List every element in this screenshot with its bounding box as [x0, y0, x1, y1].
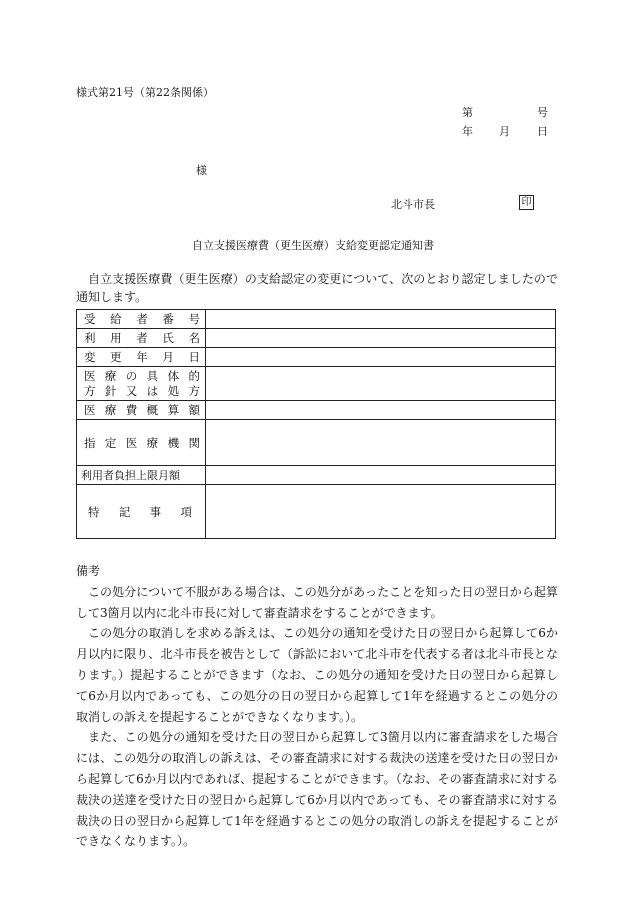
value-change-date[interactable]	[206, 348, 556, 367]
value-monthly-copay-limit[interactable]	[206, 466, 556, 485]
date-day: 日	[537, 125, 548, 138]
value-special-notes[interactable]	[206, 485, 556, 539]
value-user-name[interactable]	[206, 329, 556, 348]
number-prefix: 第	[462, 106, 473, 119]
document-title: 自立支援医療費（更生医療）支給変更認定通知書	[192, 239, 434, 252]
table-row	[77, 401, 556, 420]
value-recipient-number[interactable]	[206, 310, 556, 329]
addressee-suffix: 様	[196, 164, 207, 177]
label-estimated-cost: 医 療 費 概 算 額	[77, 401, 206, 420]
value-estimated-cost[interactable]	[206, 401, 556, 420]
date-month: 月	[499, 125, 510, 138]
table-row	[77, 466, 556, 485]
value-designated-institution[interactable]	[206, 420, 556, 466]
table-row	[77, 310, 556, 329]
seal-mark: 印	[519, 195, 534, 210]
label-designated-institution: 指 定 医 療 機 関	[77, 420, 206, 466]
notes-paragraph-1: この処分について不服がある場合は、この処分があったことを知った日の翌日から起算して3箇月以内に北斗市長に対して審査請求をすることができます。	[76, 584, 558, 620]
date-year: 年	[462, 125, 473, 138]
certification-table	[76, 309, 556, 539]
value-treatment-policy[interactable]	[206, 367, 556, 401]
table-row	[77, 485, 556, 539]
intro-text: 自立支援医療費（更生医療）の支給認定の変更について、次のとおり認定しましたので通知します。	[76, 272, 558, 304]
form-number: 様式第21号（第22条関係）	[76, 86, 214, 99]
notes-paragraph-2: この処分の取消しを求める訴えは、この処分の通知を受けた日の翌日から起算して6か月以内に限り、北斗市長を被告として（訴訟において北斗市を代表する者は北斗市長となります。）提起することができます（なお、この処分の通知を受けた日の翌日から起算して6か月以内であっても、この処分の日の翌日から起算して1年を経過するとこの処分の取消しの訴えを提起することができなくなります。）。	[76, 626, 558, 724]
notes-section	[76, 561, 558, 852]
label-treatment-policy: 医 療 の 具 体 的 方 針 又 は 処 方	[77, 367, 206, 401]
notes-paragraph-3: また、この処分の通知を受けた日の翌日から起算して3箇月以内に審査請求をした場合には、この処分の取消しの訴えは、その審査請求に対する裁決の送達を受けた日の翌日から起算して6か月以内であれば、提起することができます。（なお、その審査請求に対する裁決の送達を受けた日の翌日から起算して6か月以内であっても、その審査請求に対する裁決の日の翌日から起算して1年を経過するとこの処分の取消しの訴えを提起することができなくなります。）。	[76, 730, 558, 849]
number-suffix: 号	[537, 106, 548, 119]
label-user-name: 利 用 者 氏 名	[77, 329, 206, 348]
label-special-notes: 特 記 事 項	[77, 485, 206, 539]
label-recipient-number: 受 給 者 番 号	[77, 310, 206, 329]
label-monthly-copay-limit: 利用者負担上限月額	[77, 466, 206, 485]
table-row	[77, 329, 556, 348]
label-change-date: 変 更 年 月 日	[77, 348, 206, 367]
table-row	[77, 367, 556, 401]
issuer-name: 北斗市長	[391, 198, 435, 211]
table-row	[77, 420, 556, 466]
notes-heading: 備考	[76, 564, 101, 578]
table-row	[77, 348, 556, 367]
intro-paragraph	[76, 270, 558, 306]
